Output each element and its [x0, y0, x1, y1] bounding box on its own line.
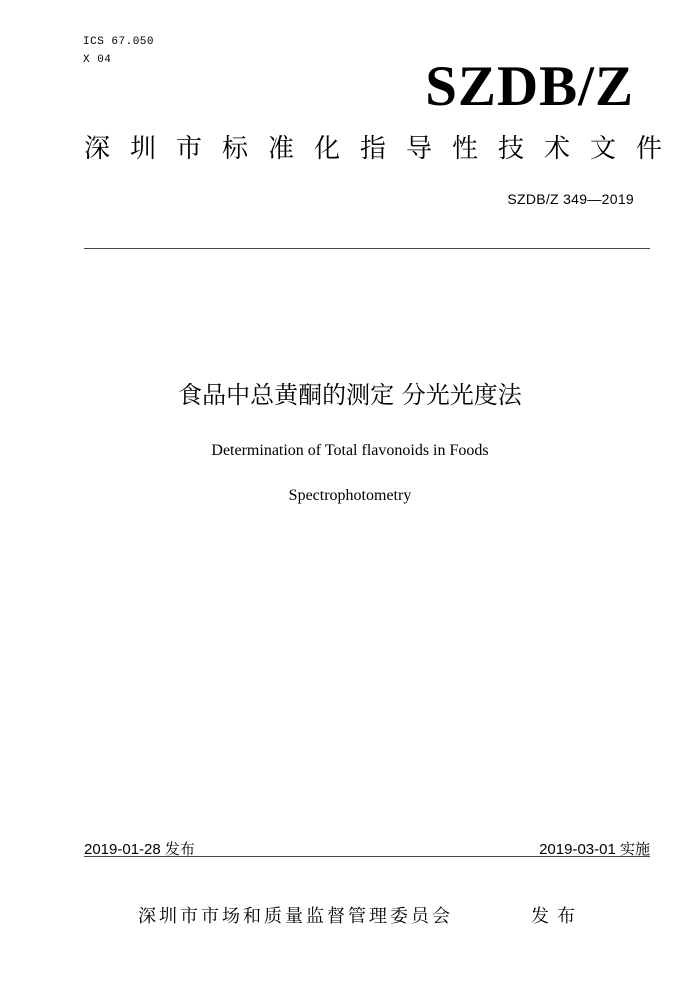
publish-label: 发布	[531, 906, 583, 927]
ics-code: ICS 67.050	[83, 36, 155, 48]
footer-divider	[84, 856, 650, 857]
title-english-method: Spectrophotometry	[288, 487, 412, 504]
standard-logo: SZDB/Z	[425, 55, 634, 118]
document-number: SZDB/Z 349—2019	[507, 191, 634, 207]
header-divider	[84, 248, 650, 249]
publisher-name: 深圳市市场和质量监督管理委员会	[138, 906, 453, 927]
class-code: X 04	[83, 54, 112, 66]
issue-date: 2019-01-28 发布	[84, 841, 195, 858]
title-english: Determination of Total flavonoids in Foods	[211, 442, 489, 459]
title-chinese: 食品中总黄酮的测定 分光光度法	[178, 381, 522, 409]
document-type: 深圳市标准化指导性技术文件	[84, 134, 683, 164]
effective-date: 2019-03-01 实施	[539, 841, 650, 858]
